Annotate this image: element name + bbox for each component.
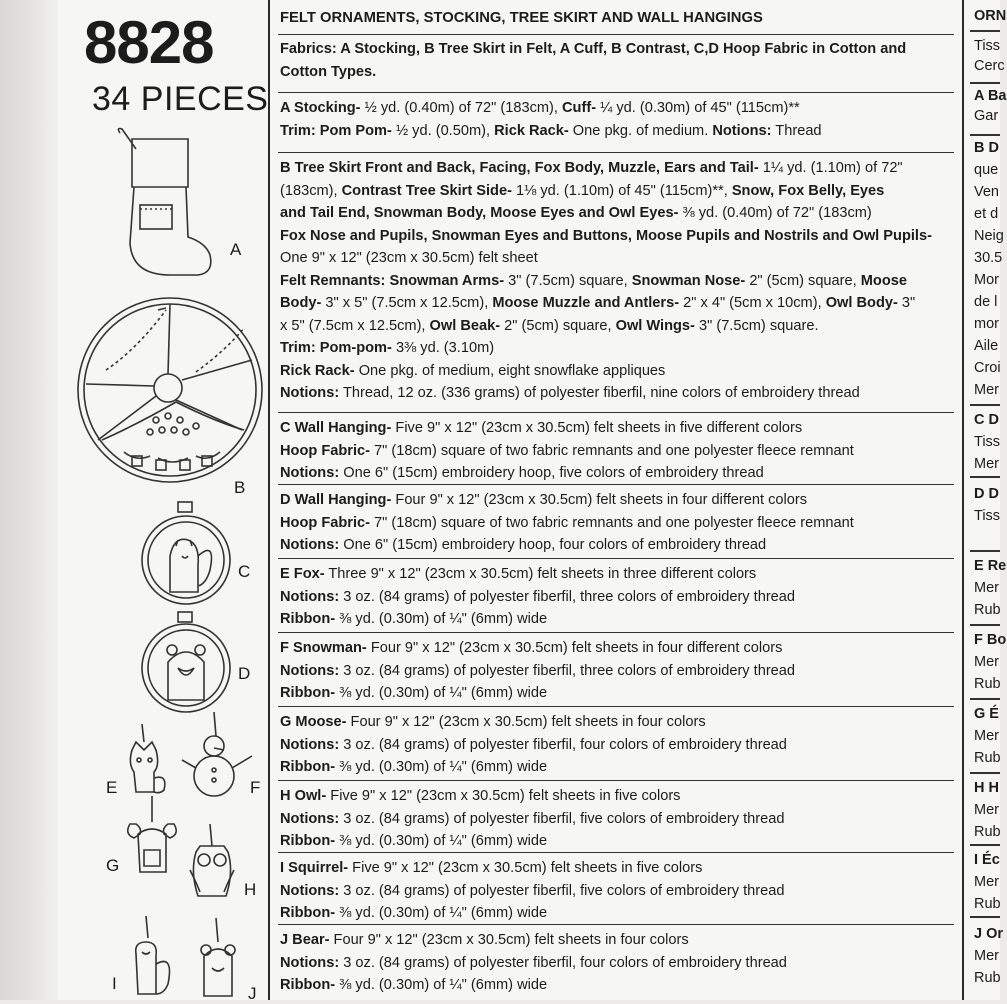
right-column-text: Tiss [974,38,1001,54]
requirement-label: Trim: Pom Pom- [280,122,392,139]
requirement-value: One 6" (15cm) embroidery hoop, four colors of embroidery thread [339,537,767,553]
requirement-label: and Tail End, Snowman Body, Moose Eyes and Owl Eyes- [280,205,679,221]
page-edge-shadow [0,0,58,1000]
requirement-label: I Squirrel- [280,860,349,876]
requirement-line [280,180,954,203]
requirement-section [278,558,954,628]
right-column-text: 30.5 [974,250,1003,266]
fox-ornament-illustration [124,720,174,800]
requirement-value: ⅜ yd. (0.30m) of ¼" (6mm) wide [335,977,548,993]
requirement-line [280,563,954,586]
requirement-value: 3 oz. (84 grams) of polyester fiberfil, three colors of embroidery thread [339,588,796,605]
requirement-value: ½ yd. (0.40m) of 72" (183cm), [360,100,563,116]
right-column-text: Tiss [974,508,1001,524]
requirement-line [280,292,954,315]
right-column-rule [970,772,1000,774]
right-column-rule [970,698,1000,700]
illustration-label-g: G [106,856,120,875]
pattern-title: FELT ORNAMENTS, STOCKING, TREE SKIRT AND WALL HANGINGS [280,10,763,26]
requirement-label: Ribbon- [280,759,336,775]
right-column-text: Cerc [974,58,1005,74]
requirement-line [280,360,954,383]
requirement-line [280,830,954,853]
requirement-value: 3" (7.5cm) square, [504,272,632,289]
right-column-rule [970,844,1000,846]
right-column-text: Rub [974,676,1001,692]
right-column-text: H H [974,780,999,796]
requirement-label: E Fox- [280,566,325,582]
requirement-label: Moose [860,272,907,289]
requirement-label: Ribbon- [280,611,336,627]
requirement-line [280,929,954,952]
requirement-line [280,534,954,557]
requirement-line [280,660,954,683]
requirement-label: Ribbon- [280,905,336,921]
fabrics-text: Fabrics: A Stocking, B Tree Skirt in Felt, A Cuff, B Contrast, C,D Hoop Fabric in Cotton and Cotton Types. [280,41,907,80]
right-column-text: mor [974,316,999,332]
requirement-label: Ribbon- [280,833,336,849]
column-divider-right [962,0,964,1000]
requirement-line [280,682,954,705]
requirement-label: Owl Beak- [429,317,501,334]
requirement-label: Owl Wings- [615,317,695,334]
requirement-line [280,711,954,734]
requirement-value: 3 oz. (84 grams) of polyester fiberfil, five colors of embroidery thread [339,882,785,899]
right-column-text: Mer [974,948,999,964]
requirement-label: Notions: [280,465,340,481]
pattern-number: 8828 [84,9,214,76]
illustration-label-c: C [238,562,251,581]
right-column-text: Mer [974,382,999,398]
right-column-text: Rub [974,824,1001,840]
requirement-value: 2" (5cm) square, [745,272,861,289]
requirement-label: D Wall Hanging- [280,492,392,508]
requirement-label: C Wall Hanging- [280,420,392,436]
requirement-label: Contrast Tree Skirt Side- [341,182,512,199]
requirement-line [280,586,954,609]
illustration-label-a: A [230,240,242,259]
requirement-value: ⅜ yd. (0.30m) of ¼" (6mm) wide [335,611,548,627]
fabric-requirements-table [278,6,954,1000]
requirement-line [280,417,954,440]
requirement-label: Notions: [280,588,340,605]
requirement-label: Owl Body- [825,295,898,311]
requirement-line [280,974,954,997]
right-column-rule [970,624,1000,626]
right-column-text: Mer [974,802,999,818]
requirement-section [278,92,954,150]
requirement-value: 3" x 5" (7.5cm x 12.5cm), [321,295,493,311]
requirement-value: One pkg. of medium, eight snowflake appliques [354,362,666,379]
requirement-section [278,924,954,1000]
right-column-text: I Éc [974,852,1000,868]
requirement-value: 3 oz. (84 grams) of polyester fiberfil, four colors of embroidery thread [339,736,787,753]
right-column-text: Mer [974,874,999,890]
requirement-line [280,440,954,463]
requirement-value: ⅜ yd. (0.30m) of ¼" (6mm) wide [335,685,548,701]
requirement-value: Thread [771,122,822,139]
requirement-value: 3 oz. (84 grams) of polyester fiberfil, four colors of embroidery thread [339,954,787,971]
requirement-label: B Tree Skirt Front and Back, Facing, Fox Body, Muzzle, Ears and Tail- [280,160,759,176]
requirement-label: G Moose- [280,714,347,730]
right-column-rule [970,82,1000,84]
requirement-label: A Stocking- [280,100,361,116]
right-column-text: E Re [974,558,1007,574]
right-column-text: que [974,162,999,178]
requirement-value: 3" (7.5cm) square. [694,317,819,334]
illustration-label-j: J [248,984,257,1003]
requirement-value: Five 9" x 12" (23cm x 30.5cm) felt sheets in five colors [348,860,703,876]
right-column-text: Rub [974,896,1001,912]
requirement-line [280,608,954,631]
illustration-label-d: D [238,664,251,683]
hoop-d-illustration [140,612,232,716]
requirement-label: Notions: [280,954,340,971]
right-column-text: G É [974,706,999,722]
requirement-label: Notions: [280,736,340,753]
requirement-line [280,247,954,270]
requirement-value: Four 9" x 12" (23cm x 30.5cm) felt sheets in four colors [329,932,689,948]
requirement-label: Cuff- [562,100,597,116]
requirement-line [280,756,954,779]
requirement-value: One 9" x 12" (23cm x 30.5cm) felt sheet [280,250,538,266]
right-column-text: Mer [974,580,999,596]
pieces-count: 34 PIECES [92,80,269,118]
requirement-value: Five 9" x 12" (23cm x 30.5cm) felt sheets in five different colors [391,420,803,436]
requirement-value: ½ yd. (0.50m), [391,122,495,139]
requirement-line [280,902,954,925]
requirement-line [280,734,954,757]
requirement-line [280,512,954,535]
column-divider-left [268,0,270,1000]
right-column-text: J Or [974,926,1004,942]
requirement-label: Hoop Fabric- [280,442,370,459]
requirement-value: ⅜ yd. (0.30m) of ¼" (6mm) wide [335,905,548,921]
requirement-line [280,337,954,360]
requirement-label: F Snowman- [280,640,367,656]
right-column-text: C D [974,412,999,428]
illustration-label-h: H [244,880,257,899]
requirement-line [280,880,954,903]
stocking-illustration [110,125,220,290]
requirement-line [280,225,954,248]
requirement-line [280,785,954,808]
requirement-value: 1¼ yd. (1.10m) of 72" [758,160,903,176]
right-column-text: Mor [974,272,999,288]
bear-ornament-illustration [196,916,240,1000]
requirement-line [280,857,954,880]
requirement-line [280,270,954,293]
right-column-rule [970,916,1000,918]
requirement-value: Four 9" x 12" (23cm x 30.5cm) felt sheets in four different colors [366,640,783,656]
requirement-section [278,632,954,702]
right-column-header: ORN [974,8,1007,24]
requirement-section [278,780,954,850]
requirement-value: Five 9" x 12" (23cm x 30.5cm) felt sheets in five colors [326,788,681,804]
right-column-text: D D [974,486,999,502]
requirement-value: Four 9" x 12" (23cm x 30.5cm) felt sheets in four different colors [391,492,807,508]
requirement-line [280,97,954,120]
requirement-value: Three 9" x 12" (23cm x 30.5cm) felt sheets in three different colors [324,566,757,582]
requirement-line [280,202,954,225]
requirement-label: Ribbon- [280,977,336,993]
french-column-fragment [970,0,1007,1000]
requirement-label: Snow, Fox Belly, Eyes [731,182,885,199]
requirement-value: ⅜ yd. (0.30m) of ¼" (6mm) wide [335,759,548,775]
requirement-label: Rick Rack- [494,122,569,139]
requirement-label: Moose Muzzle and Antlers- [492,295,680,311]
requirement-line [280,462,954,485]
right-column-text: et d [974,206,999,222]
requirement-value: 3 oz. (84 grams) of polyester fiberfil, three colors of embroidery thread [339,662,796,679]
requirement-label: Fox Nose and Pupils, Snowman Eyes and Buttons, Moose Pupils and Nostrils and Owl Pupils- [280,227,932,244]
requirement-label: Body- [280,295,322,311]
tree-skirt-illustration [76,290,268,490]
right-column-text: Rub [974,750,1001,766]
requirement-value: 3⅜ yd. (3.10m) [391,340,495,356]
owl-ornament-illustration [186,822,238,904]
squirrel-ornament-illustration [126,914,178,1000]
requirement-label: Ribbon- [280,685,336,701]
right-column-text: Croi [974,360,1001,376]
right-column-text: B D [974,140,999,156]
requirement-section [278,484,954,554]
requirement-value: (183cm), [280,182,342,199]
requirement-value: 7" (18cm) square of two fabric remnants and one polyester fleece remnant [370,514,854,531]
requirement-line [280,382,954,405]
illustration-label-b: B [234,478,246,497]
requirement-line [280,120,954,143]
hoop-c-illustration [140,500,232,610]
right-column-text: Rub [974,970,1001,986]
requirement-line [280,637,954,660]
requirement-label: Snowman Nose- [631,272,746,289]
requirement-label: Trim: Pom-pom- [280,340,392,356]
right-column-text: A Ba [974,88,1007,104]
requirement-value: ¼ yd. (0.30m) of 45" (115cm)** [596,100,800,116]
right-column-rule [970,30,1000,32]
requirement-value: 3" [897,295,916,311]
right-column-rule [970,550,1000,552]
right-column-text: Mer [974,654,999,670]
right-column-rule [970,134,1000,136]
right-column-text: Mer [974,728,999,744]
requirement-value: 7" (18cm) square of two fabric remnants and one polyester fleece remnant [370,442,854,459]
requirement-value: 2" (5cm) square, [500,317,616,334]
requirement-value: Thread, 12 oz. (336 grams) of polyester fiberfil, nine colors of embroidery thread [339,385,860,401]
requirement-label: Notions: [280,385,340,401]
illustration-label-i: I [112,974,117,993]
requirement-section [278,852,954,922]
requirement-line [280,489,954,512]
right-column-text: Aile [974,338,999,354]
requirement-value: 3 oz. (84 grams) of polyester fiberfil, five colors of embroidery thread [339,810,785,827]
requirement-value: 1⅛ yd. (1.10m) of 45" (115cm)**, [511,182,732,199]
illustration-label-f: F [250,778,261,797]
requirement-label: Felt Remnants: Snowman Arms- [280,272,505,289]
requirement-section [278,706,954,776]
requirement-label: Hoop Fabric- [280,514,370,531]
requirement-value: Four 9" x 12" (23cm x 30.5cm) felt sheets in four colors [346,714,706,730]
requirement-value: ⅜ yd. (0.30m) of ¼" (6mm) wide [335,833,548,849]
requirement-value: 2" x 4" (5cm x 10cm), [679,295,826,311]
right-column-text: Gar [974,108,999,124]
fabrics-note [278,34,954,88]
snowman-ornament-illustration [180,710,256,802]
requirement-line [280,157,954,180]
requirement-section [278,412,954,482]
requirement-label: Notions: [712,122,772,139]
right-column-text: F Bo [974,632,1007,648]
requirement-line [280,808,954,831]
right-column-text: Ven [974,184,999,200]
requirement-label: Notions: [280,810,340,827]
right-column-rule [970,476,1000,478]
requirement-value: ⅜ yd. (0.40m) of 72" (183cm) [678,205,872,221]
requirement-label: J Bear- [280,932,330,948]
requirement-line [280,315,954,338]
moose-ornament-illustration [122,794,182,878]
requirement-value: One pkg. of medium. [568,122,713,139]
requirement-label: Notions: [280,882,340,899]
requirement-value: x 5" (7.5cm x 12.5cm), [280,317,430,334]
requirement-section [278,152,954,408]
requirement-label: Notions: [280,537,340,553]
requirement-line [280,952,954,975]
requirement-value: One 6" (15cm) embroidery hoop, five colors of embroidery thread [339,465,764,481]
requirement-label: Rick Rack- [280,362,355,379]
right-column-text: Mer [974,456,999,472]
right-column-text: Neig [974,228,1004,244]
right-column-text: Rub [974,602,1001,618]
right-column-text: Tiss [974,434,1001,450]
illustration-label-e: E [106,778,118,797]
right-column-text: de l [974,294,998,310]
requirement-label: Notions: [280,662,340,679]
requirement-label: H Owl- [280,788,327,804]
right-column-rule [970,404,1000,406]
